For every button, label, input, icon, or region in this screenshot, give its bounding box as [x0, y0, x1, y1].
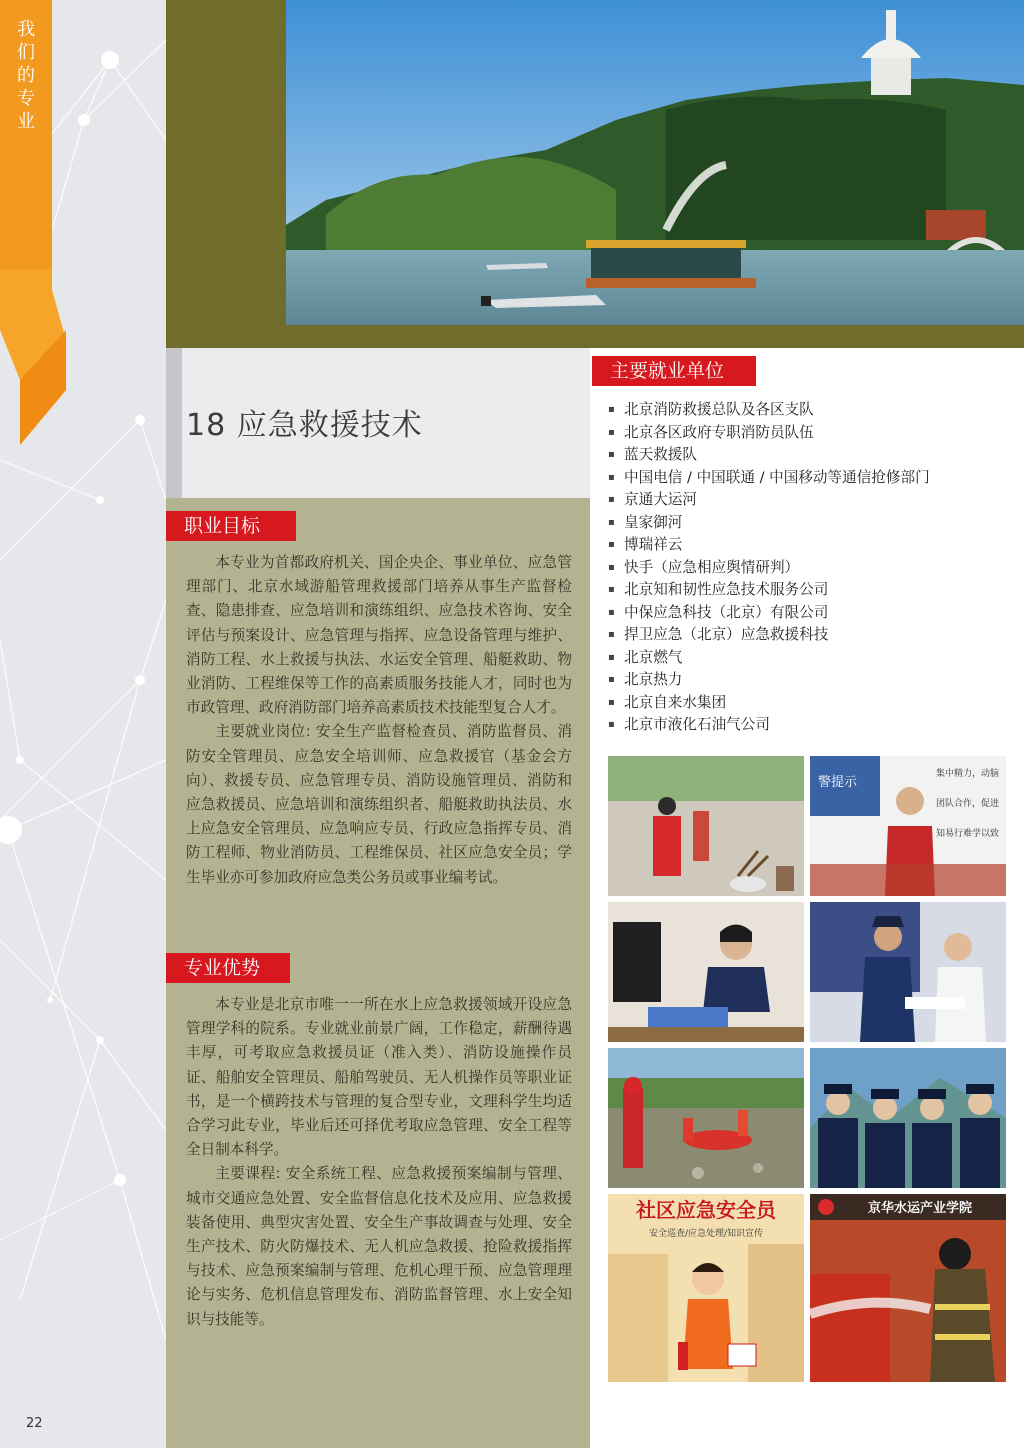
board-line: 集中精力，动脑 [936, 769, 1000, 779]
photo-inspection [810, 902, 1006, 1042]
employer-item: ▪ 北京消防救援总队及各区支队 [608, 399, 930, 422]
advantages-heading: 专业优势 [166, 953, 290, 983]
employer-item: ▪ 中国电信 / 中国联通 / 中国移动等通信抢修部门 [608, 467, 930, 490]
community-poster-subtitle: 安全巡查/应急处理/知识宣传 [648, 1229, 764, 1239]
employer-item: ▪ 京通大运河 [608, 489, 930, 512]
employers-heading: 主要就业单位 [592, 356, 756, 386]
employer-item: ▪ 北京燃气 [608, 647, 930, 670]
career-goal-text [186, 551, 572, 890]
employers-list [608, 399, 930, 737]
board-line: 团队合作，促进 [936, 799, 1000, 809]
employer-item: ▪ 快手（应急相应舆情研判） [608, 557, 930, 580]
advantages-paragraph: 主要课程: 安全系统工程、应急救援预案编制与管理、城市交通应急处置、安全监督信息化技术及应用、应急救援装备使用、典型灾害处置、安全生产事故调查与处理、安全生产技术、防火防爆技术、无人机应急救援、抢险救援指挥与技术、应急预案编制与管理、危机心理干预、应急管理理论与实务、危机信息管理发布、消防监督管理、水上安全知识与技能等。 [186, 1165, 572, 1328]
career-goal-paragraph: 本专业为首都政府机关、国企央企、事业单位、应急管理部门、北京水域游船管理救援部门培养从事生产监督检查、隐患排查、应急培训和演练组织、应急技术咨询、安全评估与预案设计、应急管理与指挥、应急设备管理与维护、消防工程、水上救援与执法、水运安全管理、船艇救助、物业消防、工程维保等工作的高素质服务技能人才，同时也为市政管理、政府消防部门培养高素质技术技能型复合人才。 [186, 554, 572, 717]
employer-item: ▪ 皇家御河 [608, 512, 930, 535]
section-tab [0, 0, 52, 290]
photo-firefighter-hose [810, 1194, 1006, 1382]
employer-item: ▪ 北京自来水集团 [608, 692, 930, 715]
hero-photo-beihai-lake [286, 0, 1024, 325]
employer-item: ▪ 北京知和韧性应急技术服务公司 [608, 579, 930, 602]
photo-community-safety-poster [608, 1194, 804, 1382]
chevron-arrow-icon [0, 270, 70, 450]
photo-fire-drill [608, 756, 804, 896]
left-decor-strip [0, 0, 166, 1448]
employer-item: ▪ 博瑞祥云 [608, 534, 930, 557]
screen-text: 警提示 [818, 775, 858, 790]
section-tab-label: 我们的专业 [17, 19, 35, 132]
photo-water-rescue [608, 1048, 804, 1188]
advantages-text [186, 993, 572, 1332]
employer-item: ▪ 北京各区政府专职消防员队伍 [608, 422, 930, 445]
community-poster-title: 社区应急安全员 [636, 1198, 776, 1222]
employer-item: ▪ 北京热力 [608, 669, 930, 692]
career-goal-paragraph: 主要就业岗位: 安全生产监督检查员、消防监督员、消防安全管理员、应急安全培训师、应急救援官（基金会方向）、救援专员、应急管理专员、消防设施管理员、消防和应急救援员、应急培训和演练组织者、船艇救助执法员、水上应急安全管理员、应急响应专员、行政应急指挥专员、消防工程师、物业消防员、工程维保员、社区应急安全员；学生毕业亦可参加政府应急类公务员或事业编考试。 [186, 723, 572, 886]
page-number: 22 [26, 1416, 43, 1431]
employer-item: ▪ 中保应急科技（北京）有限公司 [608, 602, 930, 625]
photo-uniform-group [810, 1048, 1006, 1188]
title-accent-bar [166, 348, 182, 498]
advantages-paragraph: 本专业是北京市唯一一所在水上应急救援领域开设应急管理学科的院系。专业就业前景广阔，工作稳定，薪酬待遇丰厚，可考取应急救援员证（准入类）、消防设施操作员证、船舶安全管理员、船舶驾驶员、无人机操作员等职业证书，是一个横跨技术与管理的复合型专业，文理科学生均适合学习此专业，毕业后还可择优考取应急管理、安全工程等全日制本科学。 [186, 996, 572, 1159]
employer-item: ▪ 捍卫应急（北京）应急救援科技 [608, 624, 930, 647]
employer-item: ▪ 蓝天救援队 [608, 444, 930, 467]
employer-item: ▪ 北京市液化石油气公司 [608, 714, 930, 737]
college-sign: 京华水运产业学院 [867, 1201, 973, 1216]
board-line: 知易行难学以致 [936, 829, 1000, 839]
photo-officer-desk [608, 902, 804, 1042]
major-title: 18 应急救援技术 [186, 408, 423, 443]
photo-lecture [810, 756, 1006, 896]
career-goal-heading: 职业目标 [166, 511, 296, 541]
